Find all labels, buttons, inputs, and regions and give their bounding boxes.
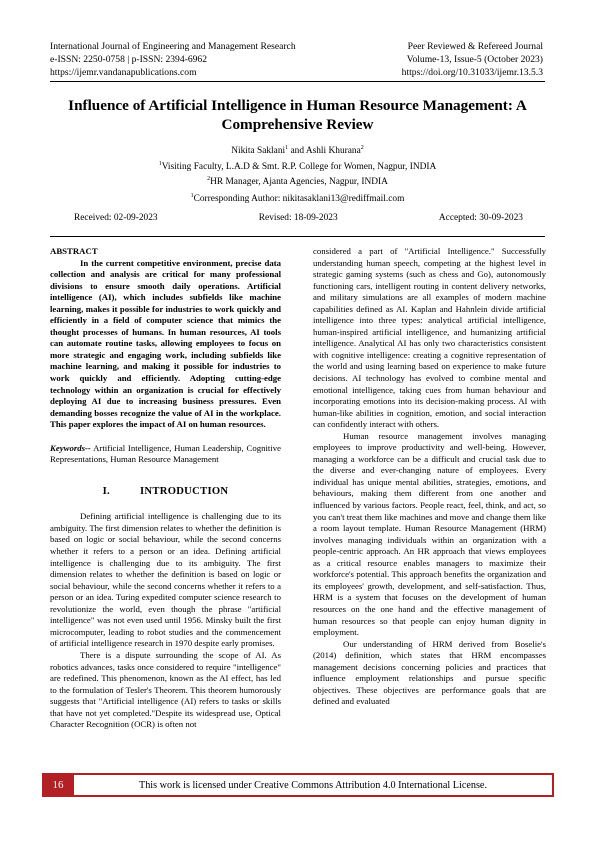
author-1-sup: 1 bbox=[285, 145, 289, 151]
affiliation-1: $^1$Visiting Faculty, L.A.D & Smt. R.P. College for Women, Nagpur, INDIA bbox=[158, 160, 437, 172]
abstract-heading: ABSTRACT bbox=[50, 246, 98, 256]
left-column bbox=[50, 246, 281, 731]
license-text: This work is licensed under Creative Commons Attribution 4.0 International License. bbox=[74, 775, 552, 795]
journal-header-right bbox=[402, 40, 543, 80]
paper-title: Influence of Artificial Intelligence in Human Resource Management: A Comprehensive Review bbox=[68, 97, 527, 133]
revised-date: Revised: 18-09-2023 bbox=[258, 213, 338, 223]
author-1: Nikita Saklani bbox=[231, 146, 286, 157]
accepted-date: Accepted: 30-09-2023 bbox=[438, 213, 523, 223]
journal-website-link[interactable]: https://ijemr.vandanapublications.com bbox=[50, 67, 197, 79]
journal-header-left bbox=[50, 40, 296, 80]
doi-link[interactable]: https://doi.org/10.31033/ijemr.13.5.3 bbox=[401, 67, 543, 79]
authors-block bbox=[40, 142, 555, 189]
volume-issue: Volume-13, Issue-5 (October 2023) bbox=[406, 54, 543, 66]
intro-paragraph-1: Defining artificial intelligence is challenging due to its ambiguity. The first dimension relates to whether the definition is based on logic or social behaviour, while the second concerns whether it refers to a person or an idea. Defining artificial intelligence is challenging due to its ambiguity. The first dimension relates to whether the definition is based on logic or social behaviour, while the second concerns whether it refers to a person or an idea. Turing expedited computer science research to revolutionize the world, even though the phrase "artificial intelligence" was not even used until 1956. Minsky built the first microcomputer, leading to robot studies and the commencement of artificial intelligence research in 1970 despite early promises. bbox=[50, 511, 281, 649]
section-heading bbox=[50, 486, 281, 498]
author-2-sup: 2 bbox=[360, 145, 364, 151]
section-title: INTRODUCTION bbox=[140, 485, 229, 497]
intro-paragraph-2: There is a dispute surrounding the scope of AI. As robotics advances, tasks once considered to require "intelligence" are redefined. This phenomenon, known as the AI effect, has led to the formulation of Tesler's Theorem. This theorem humorously suggests that "Artificial intelligence (AI) refers to tasks or skills that have not yet completed."Despite its widespread use, Optical Character Recognition (OCR) is often not bbox=[50, 649, 281, 730]
intro-paragraph-4: Human resource management involves managing employees to improve productivity and well-being. However, managing a workforce can be a difficult and crucial task due to the diverse and ever-changing nature of employees. Every individual has unique mental abilities, strategies, emotions, and behaviours, making them different from one another and influenced by various factors. People react, feel, think, and act, so you can't treat them like machines and move and change them like a room layout template. Human Resource Management (HRM) involves managing individuals within an organization with a people-centric approach. An HR approach that views employees as a critical resource enables managers to maximize their workforce's potential. This approach benefits the organization and its employees' growth, development, and self-satisfaction. Thus, HRM is a system that focuses on the development of human resources on the one hand and the effective management of human resources so that people can enjoy human dignity in employment. bbox=[313, 430, 546, 638]
affiliation-2: $^2$HR Manager, Ajanta Agencies, Nagpur, INDIA bbox=[207, 176, 388, 188]
intro-paragraph-3: considered a part of "Artificial Intelligence." Successfully understanding human speech, competing at the highest level in strategic gaming systems (such as chess and Go), autonomously functioning cars, intelligent routing in content delivery networks, and military simulations are all examples of modern machine capabilities defined as AI. Kaplan and Hahnlein divide artificial intelligence into three types: analytical artificial intelligence, human-inspired artificial intelligence, and humanizing artificial intelligence. Analytical AI has only two characteristics consistent with cognitive intelligence: creating a cognitive representation of the world and using learning based on experience to make future decisions. AI technology has evolved to combine mental and emotional intelligence, taking cues from human behaviour and incorporating emotions into its decision-making process. AI with human-like abilities in cognition, emotion, and social interaction can confidently interact with others. bbox=[313, 246, 546, 430]
corresponding-author: $^1$Corresponding Author: nikitasaklani13@rediffmail.com bbox=[190, 193, 405, 205]
header-divider bbox=[50, 81, 545, 82]
abstract-text: In the current competitive environment, precise data collection and analysis are critical for many professional divisions to ensure smooth daily operations. Artificial intelligence (AI), which includes subfields like machine learning, makes it possible for industries to work quickly and efficiently in a field of computer science that mimics the thought processes of humans. In human resources, AI tools can automate routine tasks, allowing employees to focus on more strategic and engaging work, including subfields like machine learning, and making it possible for industries to work quickly and efficiently. Adopting cutting-edge technology within an organization is crucial for effectively deploying AI due to increasing business pressures. Even demanding bosses recognize the value of AI in the workplace. This paper explores the impact of AI on human resources. bbox=[50, 257, 281, 430]
received-date: Received: 02-09-2023 bbox=[74, 213, 158, 223]
footer-license-band bbox=[42, 773, 554, 797]
keywords-label: Keywords-- bbox=[50, 442, 91, 453]
keywords-text: Artificial Intelligence, Human Leadership, Cognitive Representations, Human Resource Management bbox=[50, 442, 281, 465]
review-status: Peer Reviewed & Refereed Journal bbox=[407, 41, 543, 52]
intro-paragraph-5: Our understanding of HRM derived from Boselie's (2014) definition, which states that HRM encompasses management decisions concerning policies and practices that influence employment relationships and pursue specific objectives. These objectives are performance goals that are defined and evaluated bbox=[313, 638, 546, 707]
dates-divider bbox=[50, 236, 545, 237]
issn: e-ISSN: 2250-0758 | p-ISSN: 2394-6962 bbox=[50, 54, 208, 66]
page-number: 16 bbox=[52, 779, 64, 791]
journal-name: International Journal of Engineering and Management Research bbox=[50, 41, 296, 52]
section-number: I. bbox=[102, 485, 110, 497]
dates-row bbox=[74, 213, 523, 223]
keywords bbox=[50, 443, 281, 466]
author-2: and Ashli Khurana bbox=[288, 146, 361, 157]
right-column bbox=[313, 246, 546, 708]
author-line bbox=[40, 142, 555, 158]
